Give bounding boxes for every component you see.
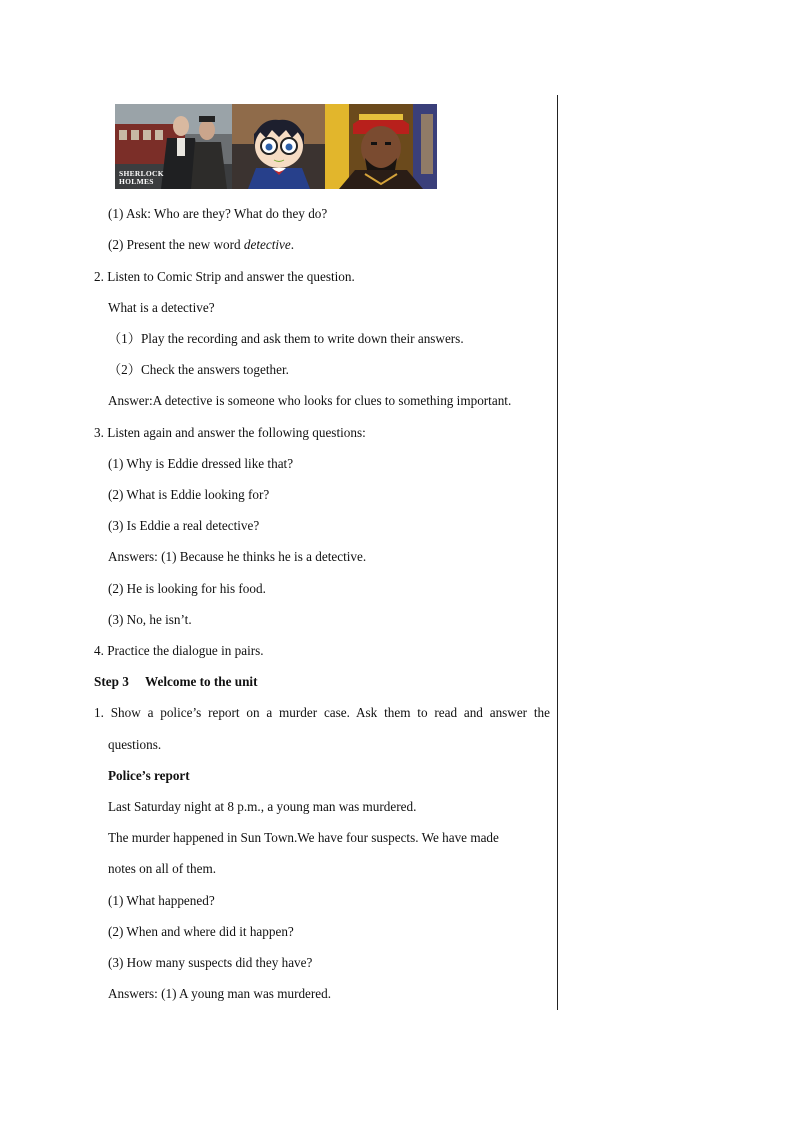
text-line: The murder happened in Sun Town.We have four suspects. We have made bbox=[108, 830, 499, 845]
text-line: (3) How many suspects did they have? bbox=[108, 955, 313, 970]
section-heading: Step 3 Welcome to the unit bbox=[94, 674, 258, 689]
text-line: (2) When and where did it happen? bbox=[108, 924, 294, 939]
numbered-item: 1. Show a police’s report on a murder case. Ask them to read and answer the bbox=[94, 705, 550, 720]
text-line: questions. bbox=[108, 737, 162, 752]
text-line: (2) He is looking for his food. bbox=[108, 581, 266, 596]
text-line: Answer:A detective is someone who looks for clues to something important. bbox=[108, 393, 512, 408]
sherlock-holmes-image bbox=[115, 104, 232, 189]
text-line: (1) Ask: Who are they? What do they do? bbox=[108, 206, 328, 221]
text-line: （1）Play the recording and ask them to write down their answers. bbox=[108, 331, 464, 346]
column-divider-line bbox=[557, 95, 558, 1010]
numbered-item: 2. Listen to Comic Strip and answer the question. bbox=[94, 269, 355, 284]
sherlock-holmes-caption: SHERLOCK HOLMES bbox=[119, 169, 164, 186]
text-line: What is a detective? bbox=[108, 300, 215, 315]
text-line bbox=[108, 236, 294, 254]
subheading: Police’s report bbox=[108, 768, 190, 783]
text-segment: (2) Present the new word bbox=[108, 237, 244, 252]
text-line: Last Saturday night at 8 p.m., a young man was murdered. bbox=[108, 799, 417, 814]
text-line: (1) What happened? bbox=[108, 893, 215, 908]
text-line: Answers: (1) Because he thinks he is a detective. bbox=[108, 549, 367, 564]
judge-bao-image bbox=[325, 104, 437, 189]
text-line: (3) No, he isn’t. bbox=[108, 612, 192, 627]
numbered-item: 3. Listen again and answer the following questions: bbox=[94, 425, 366, 440]
text-line: notes on all of them. bbox=[108, 861, 217, 876]
detectives-image-strip bbox=[115, 104, 437, 189]
text-line: (1) Why is Eddie dressed like that? bbox=[108, 456, 294, 471]
text-line: (2) What is Eddie looking for? bbox=[108, 487, 270, 502]
text-line: Answers: (1) A young man was murdered. bbox=[108, 986, 332, 1001]
numbered-item: 4. Practice the dialogue in pairs. bbox=[94, 643, 264, 658]
text-line: （2）Check the answers together. bbox=[108, 362, 289, 377]
detective-conan-image bbox=[232, 104, 325, 189]
text-segment: . bbox=[290, 237, 295, 252]
text-line: (3) Is Eddie a real detective? bbox=[108, 518, 260, 533]
emphasized-word: detective bbox=[243, 237, 291, 252]
